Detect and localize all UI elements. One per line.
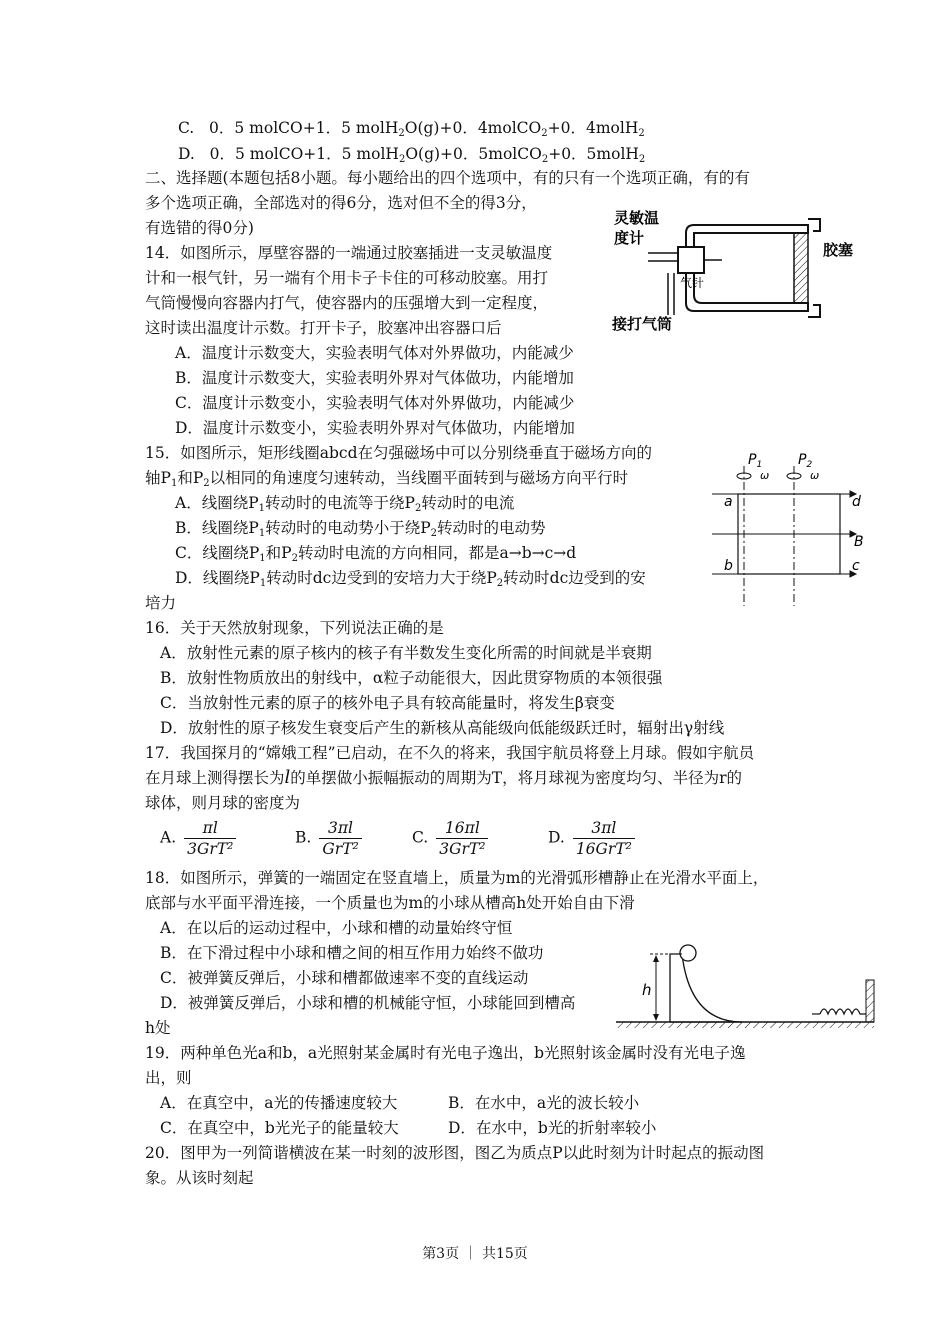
q18-option-d-cont: h处	[145, 1019, 171, 1037]
needle-label: 气针	[680, 276, 705, 290]
field-b-label: B	[854, 534, 864, 550]
omega-label-2: ω	[810, 469, 820, 482]
q17-stem-1: 17．我国探月的“嫦娥工程”已启动，在不久的将来，我国宇航员将登上月球。假如宇航员	[145, 744, 755, 762]
q17-option-b: B. $\frac{3\pi l}{\text{GrT²}}$	[295, 818, 362, 859]
q17-option-d: D. $\frac{3\pi l}{\text{16GrT²}}$	[548, 818, 635, 859]
q19-stem-1: 19．两种单色光a和b，a光照射某金属时有光电子逸出，b光照射该金属时没有光电子逸	[145, 1044, 746, 1062]
q14-option-b: B．温度计示数变大，实验表明外界对气体做功，内能增加	[175, 369, 574, 387]
q14-stem-4: 这时读出温度计示数。打开卡子，胶塞冲出容器口后	[145, 319, 502, 337]
section-heading-line2: 多个选项正确，全部选对的得6分，选对但不全的得3分，	[145, 194, 537, 212]
thermometer-label: 灵敏温	[614, 209, 660, 227]
q19-option-d: D．在水中，b光的折射率较小	[448, 1119, 657, 1137]
q14-stem-1: 14．如图所示，厚壁容器的一端通过胶塞插进一支灵敏温度	[145, 244, 553, 262]
corner-d: d	[852, 494, 861, 510]
q16-option-b: B．放射性物质放出的射线中，α粒子动能很大，因此贯穿物质的本领很强	[160, 669, 663, 687]
q15-option-b: B．线圈绕$P_1$转动时的电动势小于绕$P_2$转动时的电动势	[175, 519, 546, 539]
q15-stem-1: 15．如图所示，矩形线圈abcd在匀强磁场中可以分别绕垂直于磁场方向的	[145, 444, 652, 462]
q19-option-b: B．在水中，a光的波长较小	[448, 1094, 640, 1112]
q19-option-c: C．在真空中，b光光子的能量较大	[160, 1119, 399, 1137]
q13-option-d: D. 0．5 molCO+1．5 molH$_2$O(g)+0．5molCO$_2$+0．5molH$_2$	[178, 145, 646, 165]
q18-option-a: A．在以后的运动过程中，小球和槽的动量始终守恒	[160, 919, 513, 937]
q19-stem-2: 出，则	[145, 1069, 192, 1087]
q16-option-d: D．放射性的原子核发生衰变后产生的新核从高能级向低能级跃迁时，辐射出γ射线	[160, 719, 725, 737]
q14-stem-2: 计和一根气针，另一端有个用卡子卡住的可移动胶塞。用打	[145, 269, 549, 287]
q16-option-c: C．当放射性元素的原子的核外电子具有较高能量时，将发生β衰变	[160, 694, 615, 712]
q14-option-c: C．温度计示数变小，实验表明气体对外界做功，内能减少	[175, 394, 575, 412]
q18-stem-2: 底部与水平面平滑连接，一个质量也为m的小球从槽高h处开始自由下滑	[145, 894, 635, 912]
corner-a: a	[724, 494, 733, 510]
q15-option-d-cont: 培力	[145, 594, 177, 612]
q18-option-d: D．被弹簧反弹后，小球和槽的机械能守恒，小球能回到槽高	[160, 994, 576, 1012]
q14-option-a: A．温度计示数变大，实验表明气体对外界做功，内能减少	[175, 344, 574, 362]
pump-label: 接打气筒	[612, 315, 673, 333]
q17-option-a: A. $\frac{\pi l}{\text{3GrT²}}$	[160, 818, 236, 859]
slope-spring-diagram	[612, 940, 882, 1036]
q14-stem-3: 气筒慢慢向容器内打气，使容器内的压强增大到一定程度，	[145, 294, 549, 312]
q18-stem-1: 18．如图所示，弹簧的一端固定在竖直墙上，质量为m的光滑弧形槽静止在光滑水平面上，	[145, 869, 769, 887]
corner-c: c	[852, 558, 860, 574]
corner-b: b	[724, 558, 733, 574]
q16-option-a: A．放射性元素的原子核内的核子有半数发生变化所需的时间就是半衰期	[160, 644, 652, 662]
q15-option-c: C．线圈绕$P_1$和$P_2$转动时电流的方向相同，都是a→b→c→d	[175, 544, 577, 564]
q17-stem-3: 球体，则月球的密度为	[145, 794, 301, 812]
omega-label-1: ω	[760, 469, 770, 482]
page-footer: 第3页 ｜ 共15页	[422, 1246, 528, 1262]
axis-p1-label: $P_1$	[748, 452, 763, 470]
q17-stem-2: 在月球上测得摆长为l的单摆做小振幅振动的周期为T，将月球视为密度均匀、半径为r的	[145, 767, 743, 788]
height-label: h	[642, 981, 652, 999]
q18-option-c: C．被弹簧反弹后，小球和槽都做速率不变的直线运动	[160, 969, 529, 987]
q15-option-a: A．线圈绕$P_1$转动时的电流等于绕$P_2$转动时的电流	[175, 494, 515, 514]
section-heading: 二、选择题(本题包括8小题。每小题给出的四个选项中，有的只有一个选项正确，有的有	[145, 169, 750, 187]
q17-option-c: C. $\frac{16\pi l}{\text{3GrT²}}$	[412, 818, 488, 859]
q18-option-b: B．在下滑过程中小球和槽之间的相互作用力始终不做功	[160, 944, 544, 962]
plug-label: 胶塞	[823, 241, 854, 259]
container-diagram	[608, 205, 868, 335]
section-heading-line3: 有选错的得0分)	[145, 219, 254, 237]
q13-option-c: C. 0．5 molCO+1．5 molH$_2$O(g)+0．4molCO$_2$+0．4molH$_2$	[178, 119, 645, 139]
q16-stem: 16．关于天然放射现象，下列说法正确的是	[145, 619, 444, 637]
q20-stem-2: 象。从该时刻起	[145, 1169, 254, 1187]
thermometer-label-2: 度计	[614, 229, 645, 247]
coil-diagram	[712, 448, 872, 608]
q19-option-a: A．在真空中，a光的传播速度较大	[160, 1094, 398, 1112]
q14-option-d: D．温度计示数变小，实验表明外界对气体做功，内能增加	[175, 419, 575, 437]
q15-stem-2: 轴$P_1$和$P_2$以相同的角速度匀速转动，当线圈平面转到与磁场方向平行时	[145, 469, 629, 489]
q20-stem-1: 20．图甲为一列简谐横波在某一时刻的波形图，图乙为质点P以此时刻为计时起点的振动图	[145, 1144, 765, 1162]
q15-option-d: D．线圈绕$P_1$转动时dc边受到的安培力大于绕$P_2$转动时dc边受到的安	[175, 569, 646, 589]
axis-p2-label: $P_2$	[798, 452, 813, 470]
